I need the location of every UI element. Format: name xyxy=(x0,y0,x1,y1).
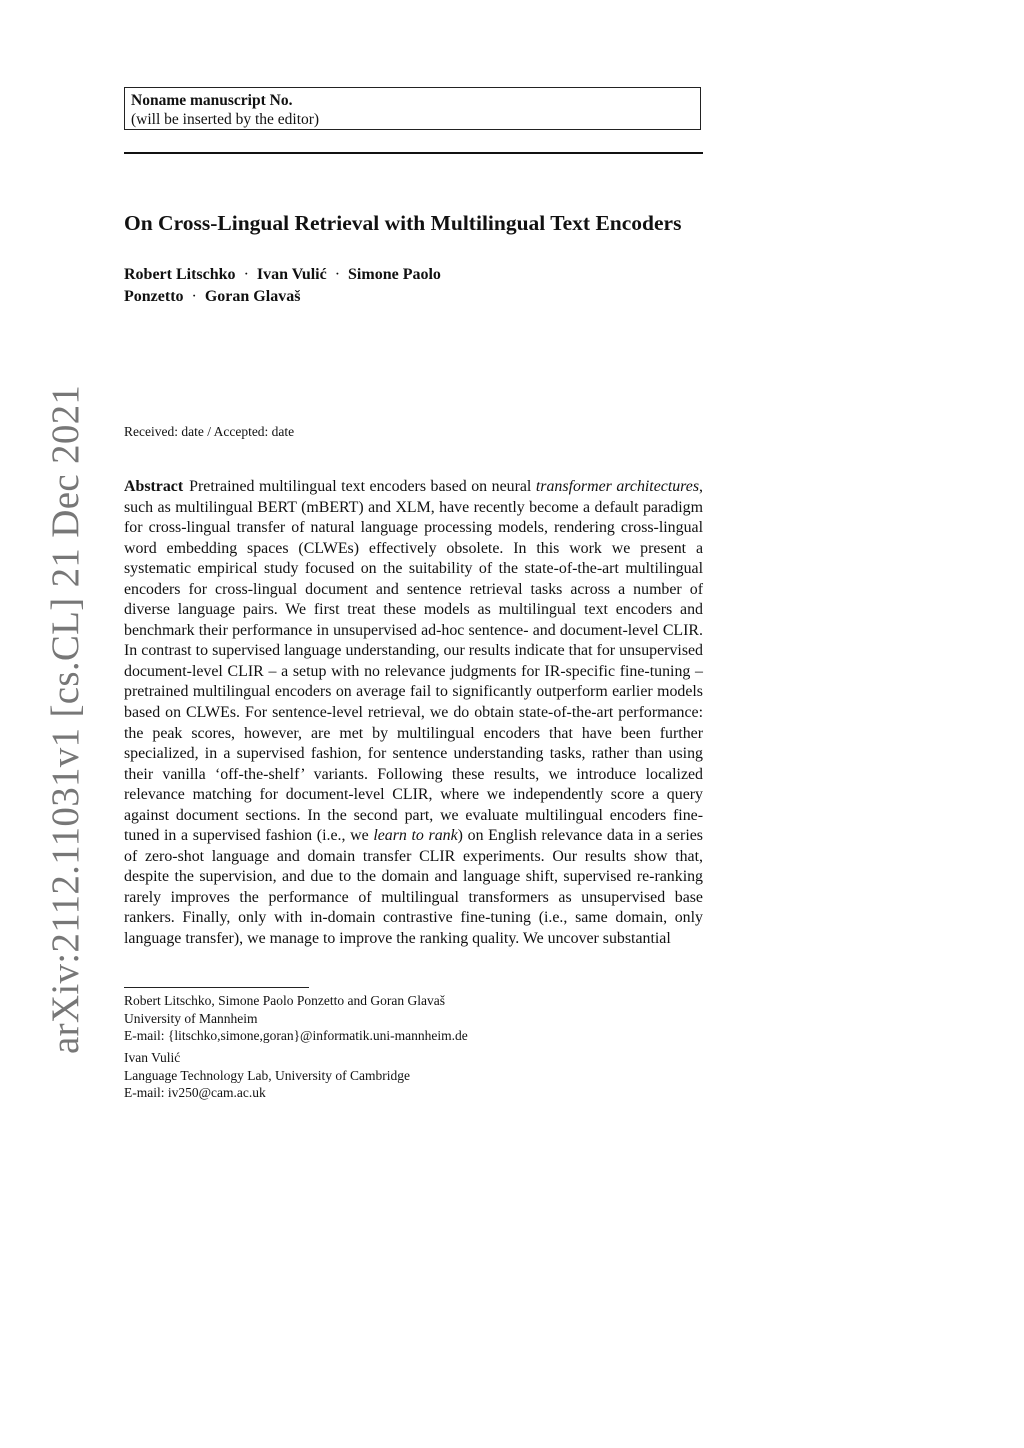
manuscript-label: Noname manuscript No. xyxy=(131,92,293,109)
affiliation-institution: University of Mannheim xyxy=(124,1010,258,1026)
header-rule xyxy=(124,152,703,154)
abstract-text: Pretrained multilingual text encoders based on neural xyxy=(189,478,536,495)
affiliation-names: Robert Litschko, Simone Paolo Ponzetto and Goran Glavaš xyxy=(124,993,445,1008)
affiliation-email: E-mail: {litschko,simone,goran}@informatik.uni-mannheim.de xyxy=(124,1028,468,1043)
abstract-heading: Abstract xyxy=(124,478,184,495)
received-date: Received: date / Accepted: date xyxy=(124,424,295,439)
affiliation-names: Ivan Vulić xyxy=(124,1050,181,1065)
author-name: Ivan Vulić xyxy=(256,266,327,283)
author-name: Goran Glavaš xyxy=(204,288,301,305)
author-separator: · xyxy=(243,266,249,283)
affiliation-mannheim xyxy=(124,992,644,1045)
author-separator: · xyxy=(191,288,197,305)
affiliation-institution: Language Technology Lab, University of Cambridge xyxy=(124,1067,410,1083)
abstract xyxy=(124,477,703,950)
author-name: Simone Paolo Ponzetto xyxy=(124,266,441,305)
author-name: Robert Litschko xyxy=(124,266,236,283)
manuscript-number-box xyxy=(124,87,701,130)
editor-note: (will be inserted by the editor) xyxy=(131,111,320,128)
affiliation-email: E-mail: iv250@cam.ac.uk xyxy=(124,1085,266,1100)
affiliation-cambridge xyxy=(124,1049,644,1102)
author-list xyxy=(124,264,544,308)
footnote-rule xyxy=(124,987,309,988)
abstract-emphasis: learn to rank xyxy=(373,827,458,845)
author-separator: · xyxy=(334,266,341,283)
abstract-text: , such as multilingual BERT (mBERT) and XLM, have recently become a default paradigm for cross-lingual transfer of natural language processing models, rendering cross-lingual word embedding spaces (CLWEs) effectively obsolete. In this work we present a systematic empirical study focused on the suitability of the state-of-the-art multilingual encoders for cross-lingual document and sentence retrieval tasks across a number of diverse language pairs. We first treat these models as multilingual text encoders and benchmark their performance in unsupervised ad-hoc sentence- and document-level CLIR. In contrast to supervised language understanding, our results indicate that for unsupervised document-level CLIR – a setup with no relevance judgments for IR-specific fine-tuning – pretrained multilingual encoders on average fail to significantly outperform earlier models based on CLWEs. For sentence-level retrieval, we do obtain state-of-the-art performance: the peak scores, however, are met by multilingual encoders that have been further specialized, in a supervised fashion, for sentence understanding tasks, rather than using their vanilla ‘off-the-shelf’ variants. Following these results, we introduce localized relevance matching for document-level CLIR, where we independently score a query against document sections. In the second part, we evaluate multilingual encoders fine-tuned in a supervised fashion (i.e., we xyxy=(124,478,703,845)
abstract-text: ) on English relevance data in a series of zero-shot language and domain transfer CLIR experiments. Our results show that, despite the supervision, and due to the domain and language shift, supervised re-ranking rarely improves the performance of multilingual transformers as unsupervised base rankers. Finally, only with in-domain contrastive fine-tuning (i.e., same domain, only language transfer), we manage to improve the ranking quality. We uncover substantial xyxy=(124,827,703,948)
abstract-emphasis: transformer architectures xyxy=(535,478,700,495)
arxiv-identifier: arXiv:2112.11031v1 [cs.CL] 21 Dec 2021 xyxy=(44,384,87,1054)
paper-title: On Cross-Lingual Retrieval with Multilingual Text Encoders xyxy=(124,211,682,235)
